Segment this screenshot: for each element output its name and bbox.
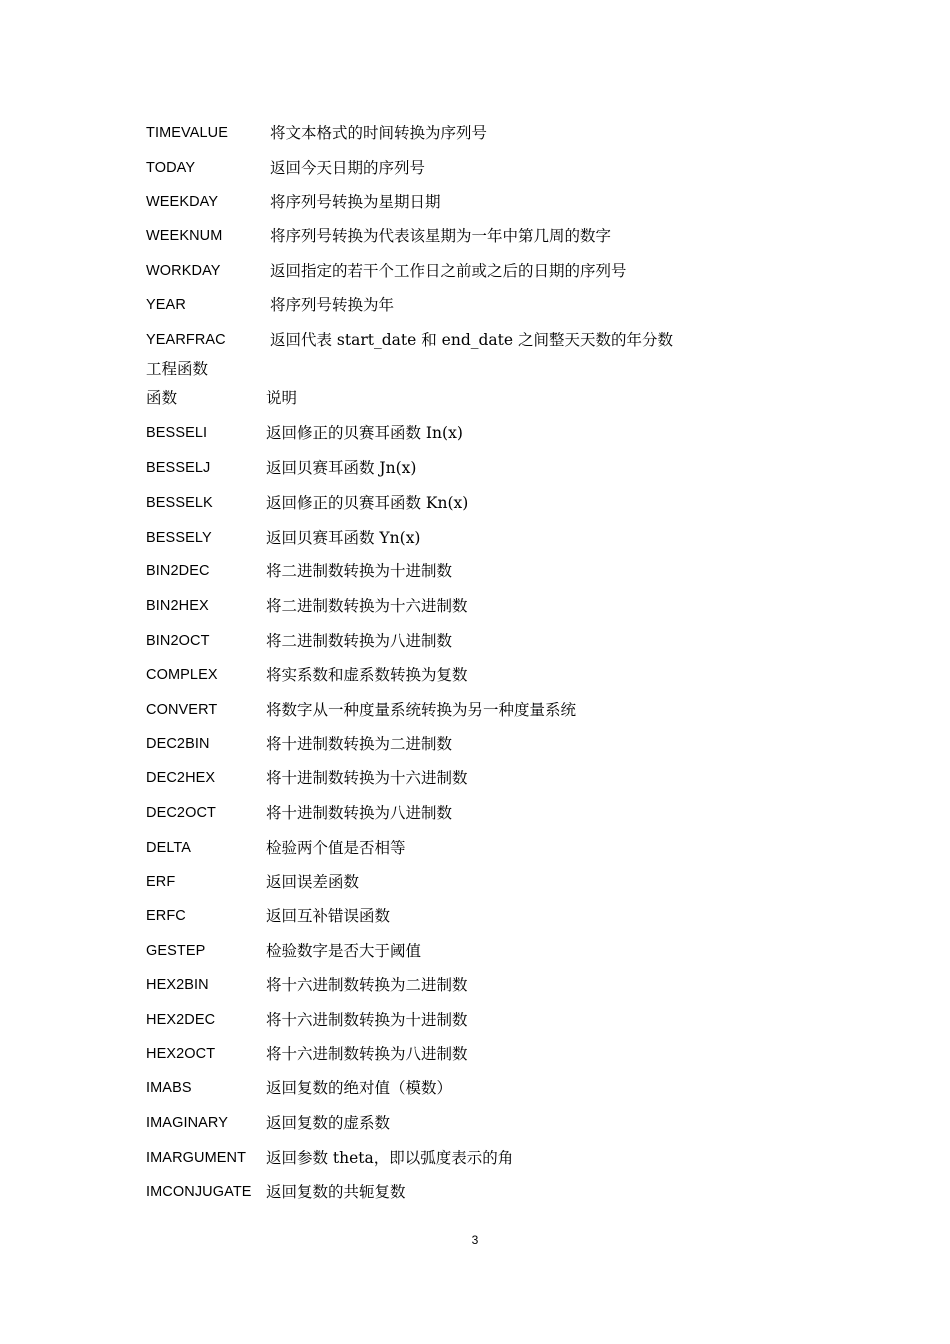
function-description: 返回修正的贝赛耳函数 In(x) xyxy=(266,424,463,442)
function-name: IMARGUMENT xyxy=(146,1150,247,1166)
function-description: 返回今天日期的序列号 xyxy=(270,159,426,177)
function-name: ERF xyxy=(146,874,176,890)
function-name: WORKDAY xyxy=(146,263,221,279)
function-description: 将序列号转换为年 xyxy=(270,296,395,314)
function-name: TODAY xyxy=(146,160,196,176)
function-description: 返回复数的绝对值（模数） xyxy=(266,1079,453,1097)
function-name: HEX2DEC xyxy=(146,1012,216,1028)
function-name: TIMEVALUE xyxy=(146,125,229,141)
function-description: 返回误差函数 xyxy=(266,873,360,891)
function-description: 返回参数 theta，即以弧度表示的角 xyxy=(266,1149,514,1167)
header-description: 说明 xyxy=(266,389,298,407)
function-description: 将十进制数转换为二进制数 xyxy=(266,735,453,753)
section-title: 工程函数 xyxy=(146,360,209,378)
function-description: 将实系数和虚系数转换为复数 xyxy=(266,666,468,684)
function-name: BESSELY xyxy=(146,530,212,546)
function-description: 将数字从一种度量系统转换为另一种度量系统 xyxy=(266,701,577,719)
function-description: 返回修正的贝赛耳函数 Kn(x) xyxy=(266,494,469,512)
function-description: 将十进制数转换为十六进制数 xyxy=(266,769,468,787)
function-description: 检验数字是否大于阈值 xyxy=(266,942,422,960)
function-name: WEEKDAY xyxy=(146,194,219,210)
function-name: DEC2BIN xyxy=(146,736,210,752)
function-name: BIN2DEC xyxy=(146,563,210,579)
function-name: YEARFRAC xyxy=(146,332,226,348)
function-name: IMAGINARY xyxy=(146,1115,229,1131)
function-description: 将十六进制数转换为十进制数 xyxy=(266,1011,468,1029)
function-name: DEC2HEX xyxy=(146,770,216,786)
function-name: IMCONJUGATE xyxy=(146,1184,252,1200)
function-description: 返回复数的共轭复数 xyxy=(266,1183,406,1201)
function-description: 返回代表 start_date 和 end_date 之间整天天数的年分数 xyxy=(270,331,673,349)
header-name: 函数 xyxy=(146,389,178,407)
function-name: CONVERT xyxy=(146,702,218,718)
function-description: 返回指定的若干个工作日之前或之后的日期的序列号 xyxy=(270,262,627,280)
function-description: 将二进制数转换为十进制数 xyxy=(266,562,453,580)
function-name: BESSELI xyxy=(146,425,208,441)
function-name: BESSELJ xyxy=(146,460,211,476)
function-name: WEEKNUM xyxy=(146,228,223,244)
function-name: BIN2OCT xyxy=(146,633,210,649)
function-description: 检验两个值是否相等 xyxy=(266,839,406,857)
function-name: DELTA xyxy=(146,840,192,856)
function-description: 返回互补错误函数 xyxy=(266,907,391,925)
function-description: 返回贝赛耳函数 Yn(x) xyxy=(266,529,421,547)
function-description: 将十进制数转换为八进制数 xyxy=(266,804,453,822)
function-description: 将二进制数转换为十六进制数 xyxy=(266,597,468,615)
function-name: BESSELK xyxy=(146,495,213,511)
function-description: 将序列号转换为代表该星期为一年中第几周的数字 xyxy=(270,227,612,245)
function-description: 将文本格式的时间转换为序列号 xyxy=(270,124,488,142)
function-name: GESTEP xyxy=(146,943,206,959)
function-name: YEAR xyxy=(146,297,186,313)
function-name: HEX2OCT xyxy=(146,1046,216,1062)
function-description: 返回复数的虚系数 xyxy=(266,1114,391,1132)
function-description: 将序列号转换为星期日期 xyxy=(270,193,441,211)
function-description: 将十六进制数转换为二进制数 xyxy=(266,976,468,994)
page-number: 3 xyxy=(471,1233,479,1247)
function-name: BIN2HEX xyxy=(146,598,209,614)
function-name: DEC2OCT xyxy=(146,805,216,821)
function-name: IMABS xyxy=(146,1080,192,1096)
function-description: 将二进制数转换为八进制数 xyxy=(266,632,453,650)
function-description: 将十六进制数转换为八进制数 xyxy=(266,1045,468,1063)
function-name: COMPLEX xyxy=(146,667,218,683)
function-name: HEX2BIN xyxy=(146,977,209,993)
function-description: 返回贝赛耳函数 Jn(x) xyxy=(266,459,417,477)
function-name: ERFC xyxy=(146,908,186,924)
